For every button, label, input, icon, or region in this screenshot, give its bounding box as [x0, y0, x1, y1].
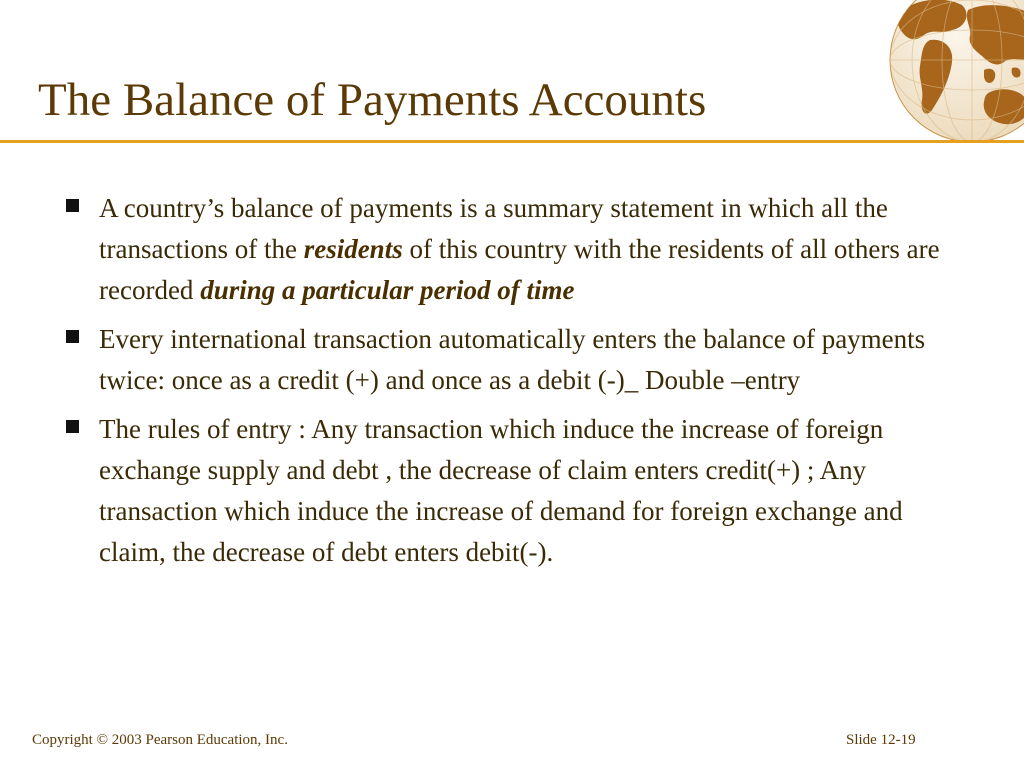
bullet-item [66, 319, 976, 401]
bullet-list [66, 188, 976, 581]
bullet-text: Every international transaction automatically enters the balance of payments twice: once as a credit (+) and once as a debit (-)_ Double –entry [99, 324, 926, 395]
square-bullet-icon [66, 420, 79, 433]
square-bullet-icon [66, 199, 79, 212]
footer-slide-number: Slide 12-19 [846, 732, 916, 748]
bullet-text: A country’s balance of payments is a summary statement in which all the transactions of the [99, 193, 888, 264]
globe-icon [872, 0, 1024, 140]
bullet-text: The rules of entry : Any transaction which induce the increase of foreign exchange supply and debt , the decrease of claim enters credit(+) ; Any transaction which induce the increase of demand for foreign exchange and claim, the decrease of debt enters debit(-). [99, 414, 903, 567]
bullet-text: of this country with the residents of all others are recorded [99, 234, 940, 305]
slide-title: The Balance of Payments Accounts [38, 74, 707, 126]
title-divider [0, 140, 1024, 143]
emphasis-text: residents [303, 234, 403, 264]
square-bullet-icon [66, 330, 79, 343]
bullet-item [66, 409, 976, 573]
emphasis-text: during a particular period of time [200, 275, 575, 305]
bullet-item [66, 188, 976, 311]
footer-copyright: Copyright © 2003 Pearson Education, Inc. [32, 732, 288, 748]
